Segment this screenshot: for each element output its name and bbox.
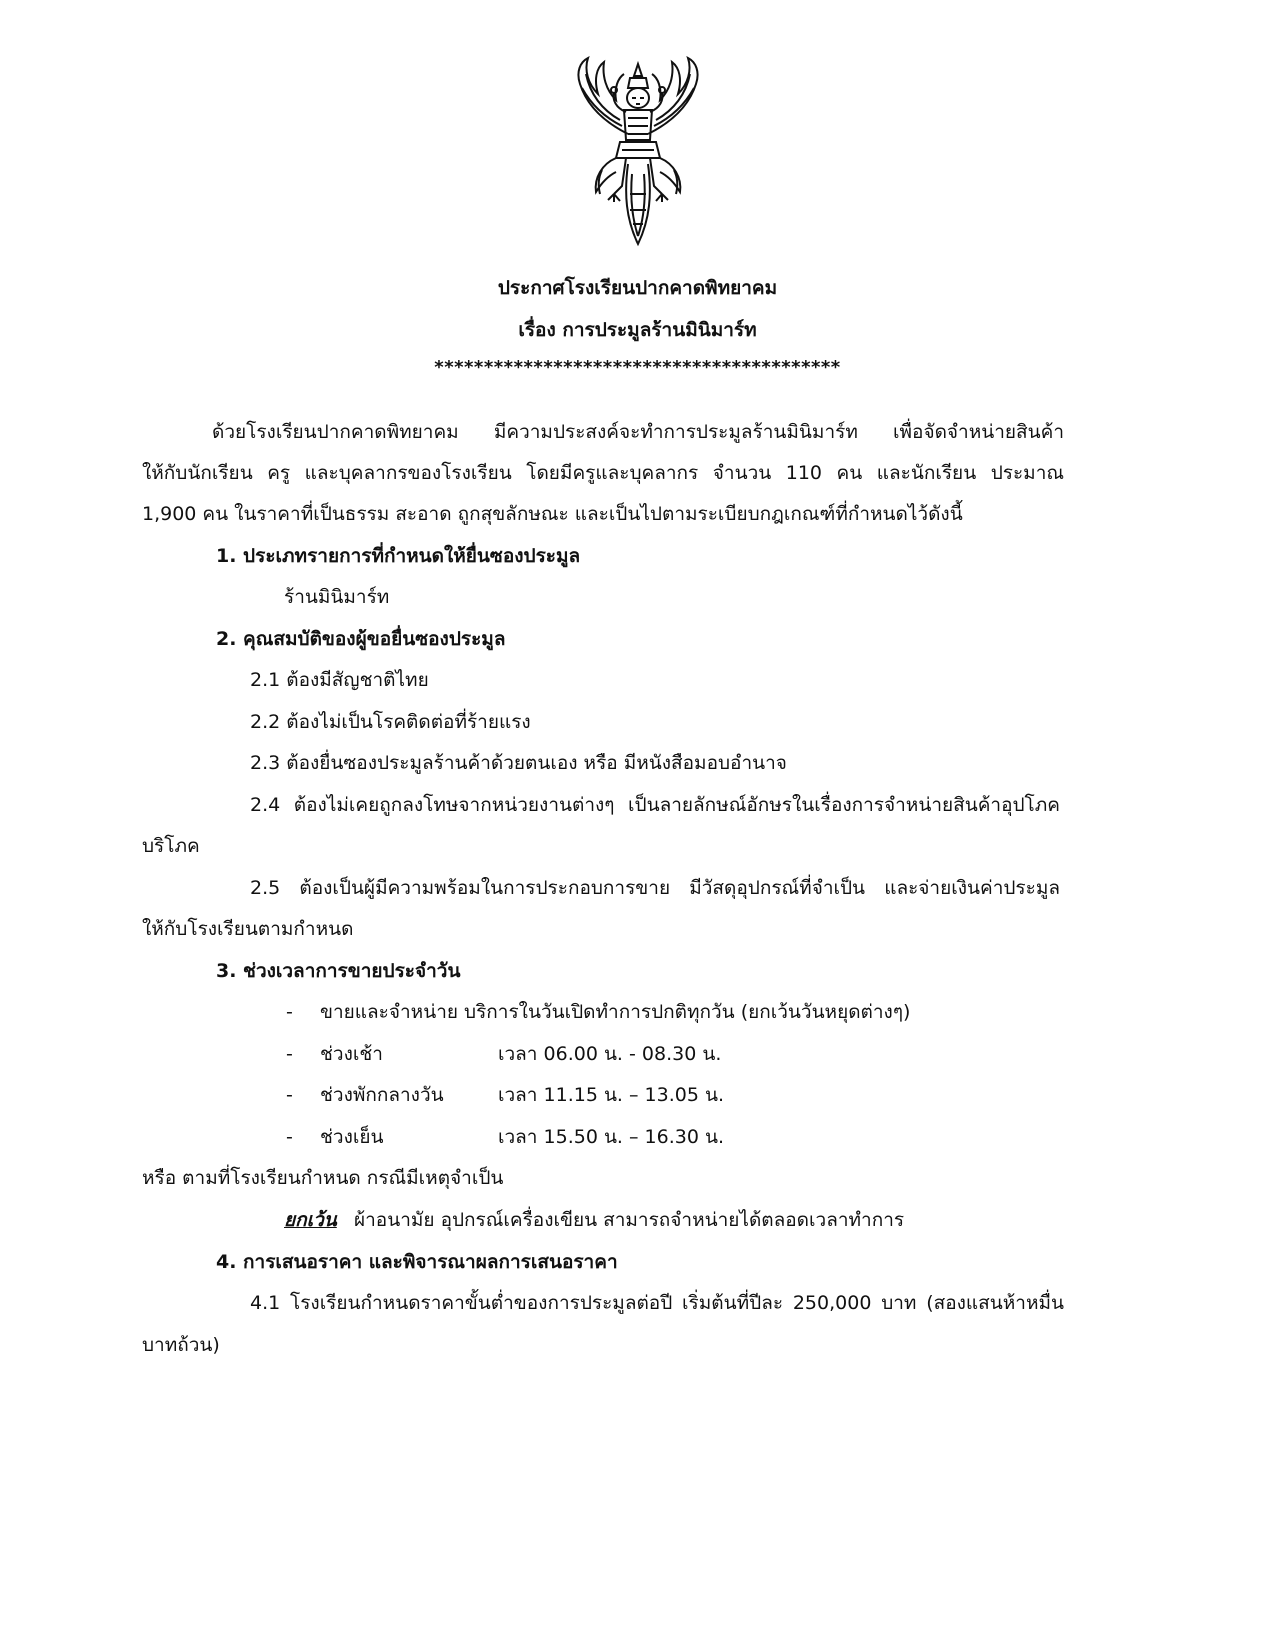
section-4-item-1-line-1: 4.1 โรงเรียนกำหนดราคาขั้นต่ำของการประมูลต่อปี เริ่มต้นที่ปีละ 250,000 บาท (สองแสนห้าหมื่น bbox=[250, 1292, 1064, 1314]
section-2-item-5-line-1: 2.5 ต้องเป็นผู้มีความพร้อมในการประกอบการขาย มีวัสดุอุปกรณ์ที่จำเป็น และจ่ายเงินค่าประมูล bbox=[250, 877, 1060, 899]
bullet-dash: - bbox=[286, 1043, 293, 1065]
section-2-item-3: 2.3 ต้องยื่นซองประมูลร้านค้าด้วยตนเอง หรือ มีหนังสือมอบอำนาจ bbox=[250, 752, 787, 774]
section-1-item: ร้านมินิมาร์ท bbox=[284, 586, 390, 608]
section-3-note: หรือ ตามที่โรงเรียนกำหนด กรณีมีเหตุจำเป็น bbox=[142, 1167, 504, 1189]
intro-line-1: ด้วยโรงเรียนปากคาดพิทยาคม มีความประสงค์จะทำการประมูลร้านมินิมาร์ท เพื่อจัดจำหน่ายสินค้า bbox=[212, 421, 1064, 443]
garuda-emblem-icon bbox=[558, 54, 718, 254]
bullet-dash: - bbox=[286, 1001, 293, 1023]
intro-line-2: ให้กับนักเรียน ครู และบุคลากรของโรงเรียน โดยมีครูและบุคลากร จำนวน 110 คน และนักเรียน ประมาณ bbox=[142, 462, 1064, 484]
slot-label-lunch: ช่วงพักกลางวัน bbox=[320, 1084, 444, 1106]
section-4-item-1-line-2: บาทถ้วน) bbox=[142, 1334, 220, 1356]
slot-time-evening: เวลา 15.50 น. – 16.30 น. bbox=[498, 1126, 725, 1148]
bullet-dash: - bbox=[286, 1126, 293, 1148]
announcement-title: ประกาศโรงเรียนปากคาดพิทยาคม bbox=[497, 277, 778, 299]
section-2-item-4-line-1: 2.4 ต้องไม่เคยถูกลงโทษจากหน่วยงานต่างๆ เป็นลายลักษณ์อักษรในเรื่องการจำหน่ายสินค้าอุปโภค bbox=[250, 794, 1060, 816]
slot-time-morning: เวลา 06.00 น. - 08.30 น. bbox=[498, 1043, 722, 1065]
section-2-item-2: 2.2 ต้องไม่เป็นโรคติดต่อที่ร้ายแรง bbox=[250, 711, 531, 733]
intro-line-3: 1,900 คน ในราคาที่เป็นธรรม สะอาด ถูกสุขลักษณะ และเป็นไปตามระเบียบกฎเกณฑ์ที่กำหนดไว้ดังนี้ bbox=[142, 503, 963, 525]
section-2-heading: 2. คุณสมบัติของผู้ขอยื่นซองประมูล bbox=[216, 628, 506, 650]
section-2-item-4-line-2: บริโภค bbox=[142, 835, 200, 857]
section-1-heading: 1. ประเภทรายการที่กำหนดให้ยื่นซองประมูล bbox=[216, 545, 581, 567]
section-3-heading: 3. ช่วงเวลาการขายประจำวัน bbox=[216, 960, 461, 982]
separator-line: ***************************************** bbox=[434, 357, 841, 378]
exception-text: ผ้าอนามัย อุปกรณ์เครื่องเขียน สามารถจำหน่ายได้ตลอดเวลาทำการ bbox=[354, 1209, 905, 1231]
slot-label-evening: ช่วงเย็น bbox=[320, 1126, 384, 1148]
section-2-item-5-line-2: ให้กับโรงเรียนตามกำหนด bbox=[142, 918, 354, 940]
section-2-item-1: 2.1 ต้องมีสัญชาติไทย bbox=[250, 669, 429, 691]
announcement-subject: เรื่อง การประมูลร้านมินิมาร์ท bbox=[518, 319, 757, 341]
slot-label-morning: ช่วงเช้า bbox=[320, 1043, 383, 1065]
slot-time-lunch: เวลา 11.15 น. – 13.05 น. bbox=[498, 1084, 725, 1106]
exception-label: ยกเว้น bbox=[284, 1209, 337, 1231]
bullet-dash: - bbox=[286, 1084, 293, 1106]
section-4-heading: 4. การเสนอราคา และพิจารณาผลการเสนอราคา bbox=[216, 1251, 618, 1273]
sales-general-text: ขายและจำหน่าย บริการในวันเปิดทำการปกติทุกวัน (ยกเว้นวันหยุดต่างๆ) bbox=[320, 1001, 911, 1023]
